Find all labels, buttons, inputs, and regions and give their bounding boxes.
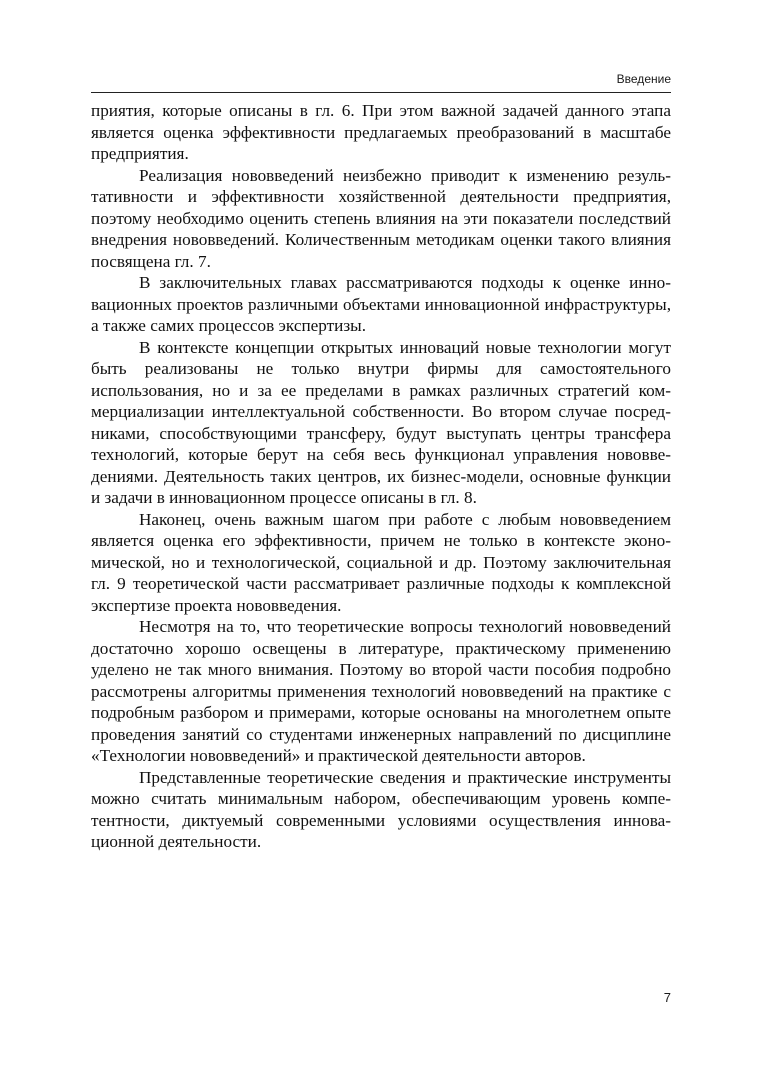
paragraph-1: приятия, которые описаны в гл. 6. При этом важной задачей данного этапа является оценка эффективности предлагаемых преобразований в масштабе предприятия. — [91, 101, 671, 163]
paragraph-4: В контексте концепции открытых инноваций новые технологии могут быть реализованы не только внутри фирмы для самостоятельного использования, но и за ее пределами в рамках различных стратегий коммерциализации интеллектуальной собственности. Во втором случае посредниками, способствующими трансферу, будут выступать центры трансфера технологий, которые берут на себя весь функционал управления нововведениями. Деятельность таких центров, их бизнес-модели, основные функции и задачи в инновационном процессе описаны в гл. 8. — [91, 337, 671, 507]
paragraph-6: Несмотря на то, что теоретические вопросы технологий нововведений достаточно хорошо освещены в литературе, практическому применению уделено не так много внимания. Поэтому во второй части пособия подробно рассмотрены алгоритмы применения технологий нововведений на практике с подробным разбором и примерами, которые основаны на многолетнем опыте проведения занятий со студентами инженерных направлений по дисциплине «Технологии нововведений» и практической деятельности авторов. — [91, 617, 671, 765]
running-header-title: Введение — [616, 72, 671, 86]
paragraph-5: Наконец, очень важным шагом при работе с любым нововведением является оценка его эффективности, причем не только в контексте экономической, но и технологической, социальной и др. Поэтому заключительная гл. 9 теоретической части рассматривает различные подходы к комплексной экспертизе проекта нововведения. — [91, 509, 671, 615]
paragraph-2: Реализация нововведений неизбежно приводит к изменению результативности и эффективности хозяйственной деятельности предприятия, поэтому необходимо оценить степень влияния на эти показатели последствий внедрения нововведений. Количественным методикам оценки такого влияния посвящена гл. 7. — [91, 165, 671, 271]
paragraph-3: В заключительных главах рассматриваются подходы к оценке инновационных проектов различными объектами инновационной инфраструктуры, а также самих процессов экспертизы. — [91, 273, 671, 335]
body-text — [91, 100, 671, 853]
page-number: 7 — [663, 990, 671, 1005]
header-rule — [91, 92, 671, 93]
paragraph-7: Представленные теоретические сведения и практические инструменты можно считать минимальным набором, обеспечивающим уровень компетентности, диктуемый современными условиями осуществления инновационной деятельности. — [91, 767, 671, 851]
